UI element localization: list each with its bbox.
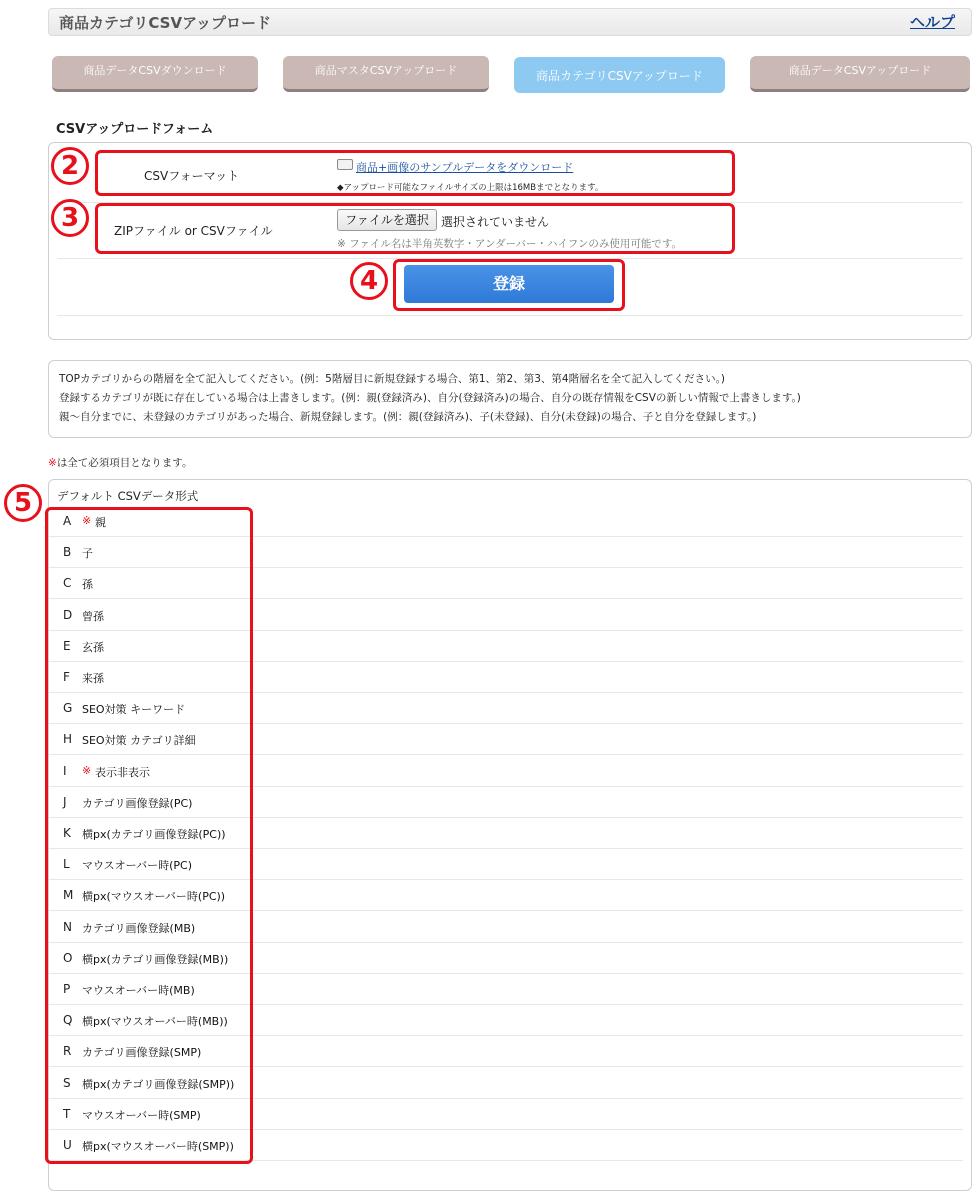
column-name: マウスオーバー時(SMP) [82,1108,201,1122]
marker-5: 5 [4,484,42,522]
column-letter: T [63,1106,71,1121]
register-button[interactable]: 登録 [404,265,614,303]
column-name: マウスオーバー時(PC) [82,859,193,873]
column-name: 曾孫 [82,609,104,623]
column-name: 表示非表示 [95,765,150,779]
column-letter: S [63,1075,71,1090]
required-note [48,455,192,470]
column-name: 横px(カテゴリ画像登録(SMP)) [82,1077,235,1091]
column-letter: F [63,670,70,684]
tab-product-category-csv-upload[interactable]: 商品カテゴリCSVアップロード [514,57,725,93]
marker-2: 2 [51,147,89,185]
column-name: カテゴリ画像登録(SMP) [82,1046,202,1060]
instructions-box [48,360,972,438]
column-letter: L [63,857,70,872]
column-name: 横px(カテゴリ画像登録(PC)) [82,828,226,841]
tab-product-data-csv-download[interactable]: 商品データCSVダウンロード [52,56,258,92]
help-link[interactable]: ヘルプ [909,13,955,31]
choose-file-button[interactable]: ファイルを選択 [337,209,437,231]
required-mark: ※ [82,763,92,777]
column-letter: R [63,1044,72,1059]
column-letter: U [63,1138,72,1152]
column-letter: K [63,826,71,840]
csv-format-title: デフォルト CSVデータ形式 [57,489,199,503]
column-letter: M [63,888,74,903]
column-letter: O [63,950,73,965]
column-letter: G [63,701,73,716]
column-name: 親 [95,516,106,529]
divider [57,315,963,316]
column-name: 孫 [82,578,93,592]
instruction-line: 登録するカテゴリが既に存在している場合は上書きします。(例：親(登録済み)、自分(登録済み)の場合、自分の既存情報をCSVの新しい情報で上書きします。) [59,392,801,404]
column-name: 横px(マウスオーバー時(SMP)) [82,1140,234,1153]
column-name: 子 [82,547,93,561]
folder-icon [337,159,353,170]
column-letter: C [63,576,72,591]
column-name: 横px(マウスオーバー時(MB)) [82,1015,228,1029]
column-letter: N [63,919,72,934]
marker-4: 4 [350,262,388,300]
page-title: 商品カテゴリCSVアップロード [59,14,272,32]
required-note-text: は全て必須項目となります。 [56,457,193,469]
column-name: マウスオーバー時(MB) [82,984,195,997]
column-letter: Q [63,1013,73,1028]
marker-3: 3 [51,199,89,237]
column-letter: E [63,638,71,653]
file-name-note: ※ ファイル名は半角英数字・アンダーバー・ハイフンのみ使用可能です。 [337,238,682,250]
column-letter: H [63,732,73,747]
column-name: 横px(カテゴリ画像登録(MB)) [82,952,229,966]
column-name: SEO対策 カテゴリ詳細 [82,734,196,748]
column-name: SEO対策 キーワード [82,703,186,717]
file-size-note: ◆アップロード可能なファイルサイズの上限は16MBまでとなります。 [337,183,604,193]
file-status: 選択されていません [441,215,550,229]
instruction-line: TOPカテゴリからの階層を全て記入してください。(例：5階層目に新規登録する場合、第1、第2、第3、第4階層名を全て記入してください。) [59,373,725,385]
file-input-label: ZIPファイル or CSVファイル [114,224,273,238]
instruction-line: 親～自分までに、未登録のカテゴリがあった場合、新規登録します。(例：親(登録済み)、子(未登録)、自分(未登録)の場合、子と自分を登録します。) [59,411,757,423]
csv-format-label: CSVフォーマット [144,169,240,183]
column-letter: A [63,514,72,528]
column-name: カテゴリ画像登録(MB) [82,921,196,935]
tab-product-data-csv-upload[interactable]: 商品データCSVアップロード [750,56,970,92]
column-letter: D [63,607,73,622]
column-letter: J [63,794,67,809]
column-letter: P [63,982,71,996]
form-heading: CSVアップロードフォーム [56,122,214,137]
column-name: カテゴリ画像登録(PC) [82,796,193,810]
highlight-csv-columns [45,507,253,1164]
column-name: 来孫 [82,672,104,685]
sample-download-link[interactable]: 商品+画像のサンプルデータをダウンロード [356,161,574,174]
column-letter: I [63,763,67,778]
column-name: 横px(マウスオーバー時(PC)) [82,890,226,904]
required-mark: ※ [82,514,92,527]
column-name: 玄孫 [82,640,104,654]
column-letter: B [63,545,72,560]
title-bar [48,8,972,36]
tab-product-master-csv-upload[interactable]: 商品マスタCSVアップロード [283,56,489,92]
required-mark: ※ [48,457,57,469]
